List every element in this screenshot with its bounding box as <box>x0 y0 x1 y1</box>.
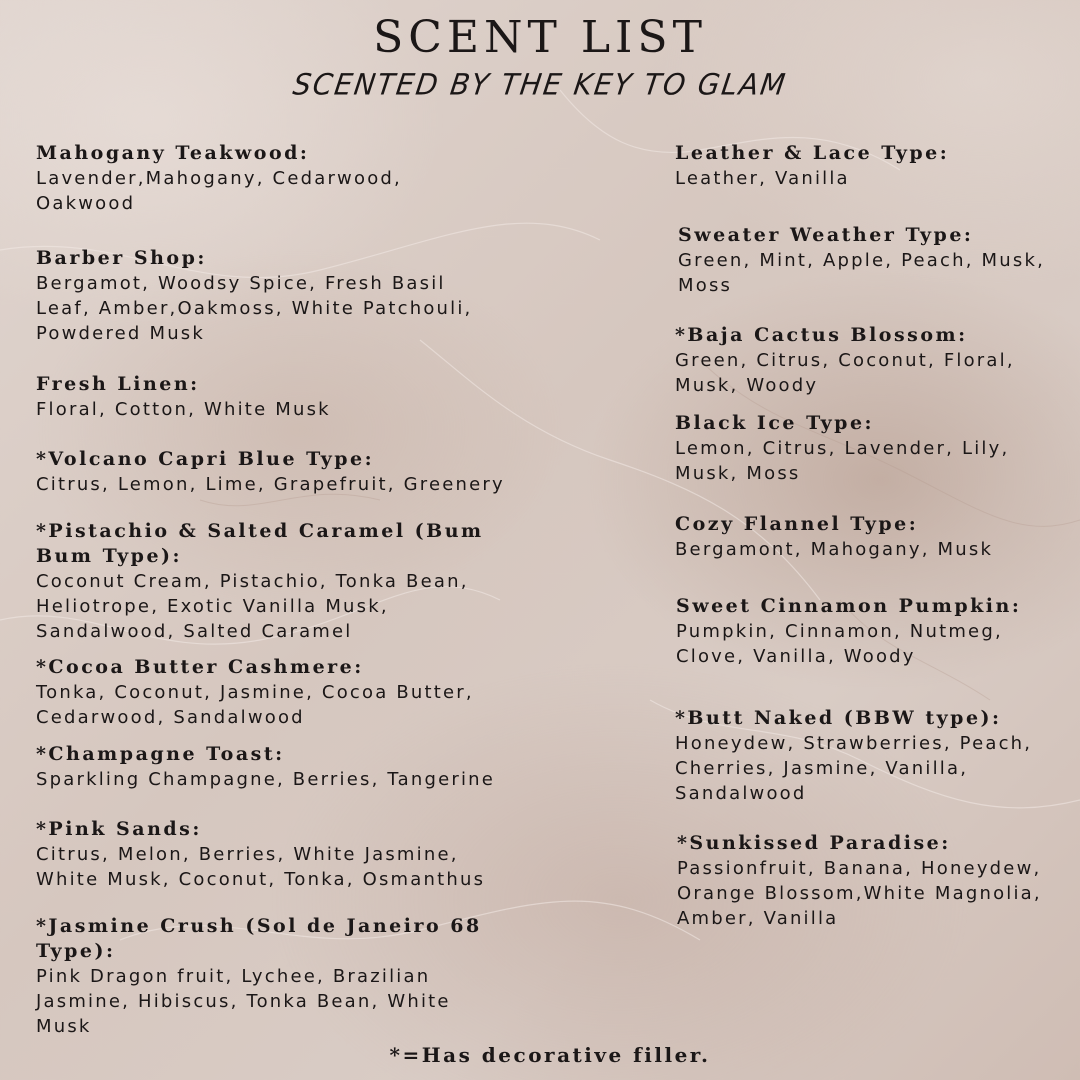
scent-name: Sweet Cinnamon Pumpkin: <box>676 595 1022 617</box>
scent-mahogany-teakwood <box>36 141 506 216</box>
scent-name: Leather & Lace Type: <box>675 142 950 164</box>
scent-leather-lace <box>675 141 1055 191</box>
scent-name: Fresh Linen: <box>36 373 200 395</box>
scent-jasmine-crush <box>36 914 506 1039</box>
scent-notes: Lavender,Mahogany, Cedarwood, Oakwood <box>36 168 402 214</box>
scent-sweet-cinnamon-pumpkin <box>676 594 1056 669</box>
scent-barber-shop <box>36 246 506 346</box>
scent-name: *Jasmine Crush (Sol de Janeiro 68 Type): <box>36 915 482 962</box>
scent-name: *Champagne Toast: <box>36 743 285 765</box>
scent-fresh-linen <box>36 372 506 422</box>
scent-sunkissed-paradise <box>677 831 1057 931</box>
scent-notes: Lemon, Citrus, Lavender, Lily, Musk, Moss <box>675 438 1010 484</box>
scent-name: *Volcano Capri Blue Type: <box>36 448 375 470</box>
scent-notes: Honeydew, Strawberries, Peach, Cherries, Jasmine, Vanilla, Sandalwood <box>675 733 1033 804</box>
scent-notes: Leather, Vanilla <box>675 168 850 189</box>
scent-notes: Bergamont, Mahogany, Musk <box>675 539 994 560</box>
scent-notes: Bergamot, Woodsy Spice, Fresh Basil Leaf, Amber,Oakmoss, White Patchouli, Powdered Musk <box>36 273 473 344</box>
scent-name: *Sunkissed Paradise: <box>677 832 951 854</box>
scent-notes: Pumpkin, Cinnamon, Nutmeg, Clove, Vanilla, Woody <box>676 621 1003 667</box>
scent-notes: Floral, Cotton, White Musk <box>36 399 331 420</box>
page-subtitle: SCENTED BY THE KEY TO GLAM <box>290 67 790 102</box>
scent-name: Sweater Weather Type: <box>678 224 974 246</box>
scent-name: *Butt Naked (BBW type): <box>675 707 1002 729</box>
scent-name: *Pink Sands: <box>36 818 202 840</box>
scent-name: Mahogany Teakwood: <box>36 142 310 164</box>
scent-notes: Tonka, Coconut, Jasmine, Cocoa Butter, Cedarwood, Sandalwood <box>36 682 474 728</box>
scent-volcano-capri-blue <box>36 447 506 497</box>
scent-name: *Cocoa Butter Cashmere: <box>36 656 364 678</box>
scent-butt-naked <box>675 706 1055 806</box>
scent-name: *Baja Cactus Blossom: <box>675 324 968 346</box>
scent-notes: Green, Citrus, Coconut, Floral, Musk, Woody <box>675 350 1015 396</box>
scent-notes: Citrus, Melon, Berries, White Jasmine, White Musk, Coconut, Tonka, Osmanthus <box>36 844 486 890</box>
scent-sweater-weather <box>678 223 1058 298</box>
scent-black-ice <box>675 411 1055 486</box>
scent-pink-sands <box>36 817 506 892</box>
scent-name: Barber Shop: <box>36 247 207 269</box>
filler-footnote: *=Has decorative filler. <box>389 1043 711 1067</box>
scent-baja-cactus-blossom <box>675 323 1055 398</box>
page-title: SCENT LIST <box>373 12 707 63</box>
scent-name: Black Ice Type: <box>675 412 875 434</box>
scent-notes: Pink Dragon fruit, Lychee, Brazilian Jasmine, Hibiscus, Tonka Bean, White Musk <box>36 966 451 1037</box>
scent-notes: Green, Mint, Apple, Peach, Musk, Moss <box>678 250 1046 296</box>
scent-notes: Passionfruit, Banana, Honeydew, Orange Blossom,White Magnolia, Amber, Vanilla <box>677 858 1042 929</box>
scent-name: *Pistachio & Salted Caramel (Bum Bum Type): <box>36 520 484 567</box>
scent-pistachio-salted-caramel <box>36 519 506 644</box>
scent-notes: Citrus, Lemon, Lime, Grapefruit, Greenery <box>36 474 505 495</box>
scent-champagne-toast <box>36 742 506 792</box>
scent-notes: Coconut Cream, Pistachio, Tonka Bean, Heliotrope, Exotic Vanilla Musk, Sandalwood, Salted Caramel <box>36 571 469 642</box>
scent-cocoa-butter-cashmere <box>36 655 506 730</box>
scent-cozy-flannel <box>675 512 1055 562</box>
scent-name: Cozy Flannel Type: <box>675 513 919 535</box>
scent-notes: Sparkling Champagne, Berries, Tangerine <box>36 769 496 790</box>
